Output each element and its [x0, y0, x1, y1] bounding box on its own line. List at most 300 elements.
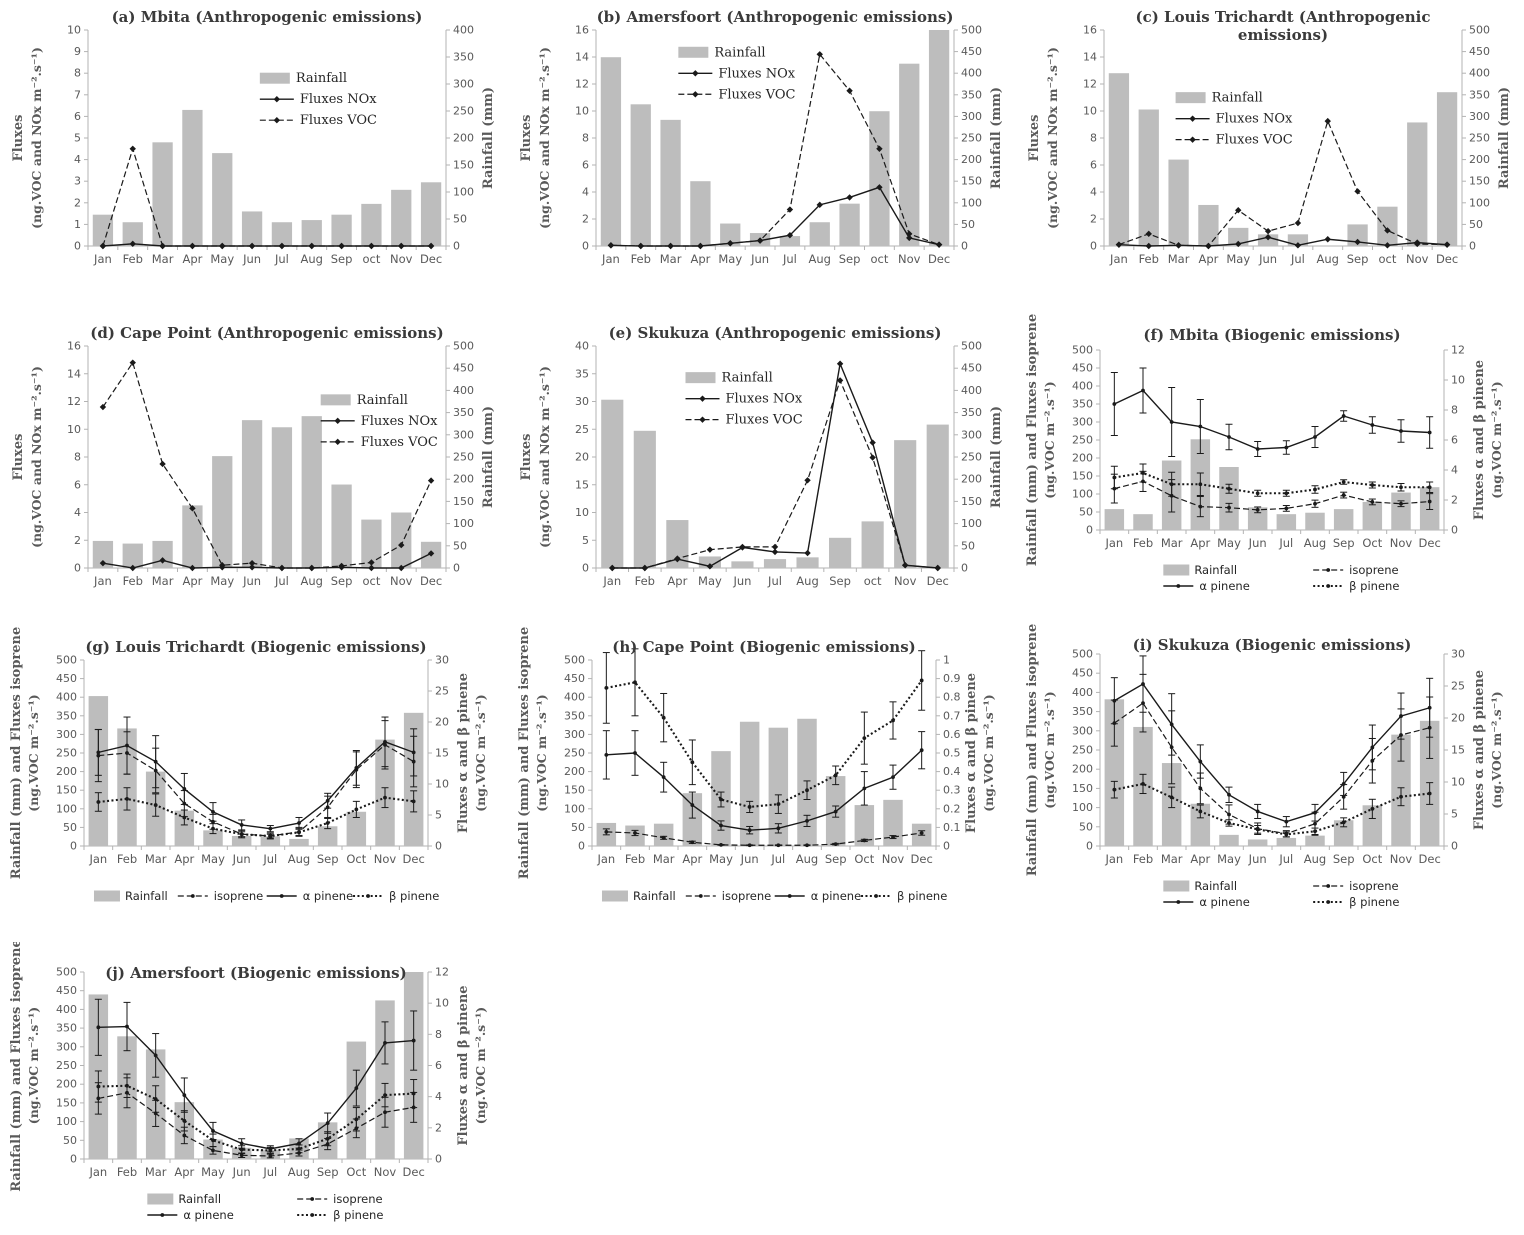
svg-text:2: 2 [1090, 212, 1097, 226]
svg-text:Jan: Jan [94, 574, 112, 588]
svg-text:Fluxes α and β pinene: Fluxes α and β pinene [964, 672, 979, 834]
svg-text:Aug: Aug [1303, 536, 1327, 550]
svg-text:β pinene: β pinene [1349, 579, 1400, 593]
svg-text:Dec: Dec [402, 1165, 425, 1179]
svg-text:Aug: Aug [287, 852, 311, 866]
svg-text:β pinene: β pinene [389, 889, 440, 903]
svg-text:4: 4 [435, 1090, 442, 1104]
svg-text:Rainfall (mm) and Fluxes isopr: Rainfall (mm) and Fluxes isoprene [1025, 623, 1040, 877]
svg-text:α pinene: α pinene [1199, 579, 1250, 593]
chart-svg [0, 942, 508, 1231]
svg-text:Rainfall (mm): Rainfall (mm) [481, 86, 496, 190]
svg-text:Jul: Jul [274, 252, 289, 266]
svg-text:200: 200 [1072, 451, 1093, 465]
svg-text:May: May [698, 574, 722, 588]
chart-title: (i) Skukuza (Biogenic emissions) [1132, 636, 1412, 654]
svg-text:(ng.VOC m⁻².s⁻¹): (ng.VOC m⁻².s⁻¹) [26, 1006, 41, 1125]
svg-text:Jul: Jul [1290, 252, 1305, 266]
svg-text:50: 50 [1079, 505, 1093, 519]
svg-text:400: 400 [961, 383, 982, 397]
svg-text:Fluxes α and β pinene: Fluxes α and β pinene [1472, 669, 1487, 831]
svg-text:8: 8 [1451, 403, 1458, 417]
svg-text:Jun: Jun [733, 574, 752, 588]
svg-text:Aug: Aug [796, 574, 819, 588]
svg-text:Sep: Sep [330, 574, 353, 588]
svg-text:Aug: Aug [1316, 252, 1339, 266]
svg-text:10: 10 [1083, 104, 1097, 118]
svg-text:Fluxes α and β pinene: Fluxes α and β pinene [456, 672, 471, 834]
svg-text:8: 8 [1090, 131, 1097, 145]
svg-text:Jul: Jul [771, 852, 786, 866]
svg-text:0: 0 [961, 239, 968, 253]
svg-text:Oct: Oct [1362, 852, 1383, 866]
svg-text:Sep: Sep [330, 252, 353, 266]
svg-text:Jun: Jun [1248, 536, 1267, 550]
svg-text:300: 300 [1072, 415, 1093, 429]
svg-text:Feb: Feb [1132, 536, 1154, 550]
svg-text:Rainfall (mm) and Fluxes isopr: Rainfall (mm) and Fluxes isoprene [9, 942, 24, 1192]
svg-text:Fluxes VOC: Fluxes VOC [725, 412, 803, 428]
svg-text:10: 10 [67, 422, 81, 436]
svg-text:5: 5 [1451, 807, 1458, 821]
svg-text:300: 300 [453, 77, 474, 91]
svg-text:50: 50 [453, 212, 467, 226]
svg-text:20: 20 [575, 450, 589, 464]
chart-title: (h) Cape Point (Biogenic emissions) [612, 638, 916, 656]
chart-title: (g) Louis Trichardt (Biogenic emissions) [85, 638, 427, 656]
chart-svg [508, 620, 1016, 942]
svg-text:Fluxes: Fluxes [11, 433, 26, 481]
chart-canvas [0, 620, 508, 942]
svg-text:100: 100 [564, 802, 585, 816]
svg-text:Rainfall: Rainfall [178, 1192, 222, 1206]
svg-text:500: 500 [961, 23, 982, 37]
svg-text:6: 6 [1451, 433, 1458, 447]
svg-text:oct: oct [362, 574, 381, 588]
svg-text:Nov: Nov [1406, 252, 1429, 266]
svg-text:8: 8 [582, 131, 589, 145]
svg-text:200: 200 [56, 765, 77, 779]
svg-text:50: 50 [63, 1133, 77, 1147]
svg-text:0.6: 0.6 [943, 727, 961, 741]
svg-text:May: May [709, 852, 733, 866]
svg-text:Apr: Apr [1198, 252, 1219, 266]
svg-text:Mar: Mar [144, 1165, 167, 1179]
svg-text:Jan: Jan [1105, 536, 1124, 550]
svg-text:0.7: 0.7 [943, 709, 961, 723]
svg-text:May: May [201, 852, 225, 866]
svg-text:Sep: Sep [316, 852, 339, 866]
svg-text:250: 250 [961, 131, 982, 145]
svg-text:Feb: Feb [1132, 852, 1154, 866]
svg-text:Dec: Dec [910, 852, 933, 866]
svg-text:0: 0 [453, 239, 460, 253]
svg-text:Fluxes α and β pinene: Fluxes α and β pinene [1472, 359, 1487, 521]
svg-text:2: 2 [435, 1121, 442, 1135]
svg-text:250: 250 [1072, 743, 1093, 757]
svg-text:350: 350 [453, 406, 474, 420]
svg-text:Rainfall: Rainfall [721, 370, 773, 386]
svg-text:Fluxes α and β pinene: Fluxes α and β pinene [456, 985, 471, 1146]
svg-text:16: 16 [67, 339, 81, 353]
svg-text:isoprene: isoprene [213, 889, 264, 903]
svg-text:Dec: Dec [1418, 852, 1441, 866]
svg-text:0: 0 [435, 1152, 442, 1166]
svg-text:200: 200 [453, 131, 474, 145]
svg-text:100: 100 [56, 1115, 77, 1129]
chart-canvas [0, 942, 508, 1231]
svg-text:200: 200 [56, 1077, 77, 1091]
svg-text:0: 0 [1451, 523, 1458, 537]
svg-text:Jan: Jan [94, 252, 112, 266]
svg-text:8: 8 [74, 66, 81, 80]
svg-text:Dec: Dec [402, 852, 425, 866]
svg-text:16: 16 [1083, 23, 1097, 37]
svg-text:2: 2 [1451, 493, 1458, 507]
svg-text:Fluxes VOC: Fluxes VOC [1215, 132, 1293, 148]
svg-text:Jan: Jan [89, 852, 108, 866]
svg-text:May: May [210, 574, 235, 588]
svg-text:50: 50 [1079, 820, 1093, 834]
chart-canvas [0, 300, 508, 620]
svg-text:100: 100 [1072, 487, 1093, 501]
svg-text:Apr: Apr [667, 574, 688, 588]
svg-text:10: 10 [1451, 775, 1465, 789]
svg-text:350: 350 [56, 709, 77, 723]
svg-text:Apr: Apr [690, 252, 711, 266]
svg-text:(ng.VOC m⁻².s⁻¹): (ng.VOC m⁻².s⁻¹) [981, 694, 996, 812]
svg-text:oct: oct [870, 252, 889, 266]
svg-text:10: 10 [575, 104, 589, 118]
svg-text:(ng.VOC m⁻².s⁻¹): (ng.VOC m⁻².s⁻¹) [1042, 691, 1057, 809]
svg-text:350: 350 [961, 88, 982, 102]
svg-text:100: 100 [961, 196, 982, 210]
svg-text:250: 250 [1072, 433, 1093, 447]
chart-title: (a) Mbita (Anthropogenic emissions) [111, 8, 423, 26]
svg-text:Jun: Jun [243, 252, 262, 266]
svg-text:0.5: 0.5 [943, 746, 961, 760]
svg-text:Jan: Jan [1110, 252, 1128, 266]
svg-text:450: 450 [56, 984, 77, 998]
svg-text:Nov: Nov [390, 252, 413, 266]
svg-text:500: 500 [564, 653, 585, 667]
svg-text:Jun: Jun [1248, 852, 1267, 866]
svg-text:2: 2 [74, 196, 81, 210]
svg-text:150: 150 [1469, 174, 1490, 188]
svg-text:450: 450 [1072, 666, 1093, 680]
svg-text:Oct: Oct [1362, 536, 1383, 550]
svg-text:450: 450 [564, 672, 585, 686]
svg-text:Mar: Mar [659, 252, 682, 266]
svg-text:40: 40 [575, 339, 589, 353]
svg-text:14: 14 [67, 367, 81, 381]
svg-text:Dec: Dec [419, 574, 443, 588]
svg-text:4: 4 [582, 185, 589, 199]
panel-f-mbita-biogenic [1016, 300, 1524, 620]
svg-text:350: 350 [1469, 88, 1490, 102]
svg-text:Fluxes: Fluxes [519, 114, 534, 162]
svg-text:25: 25 [1451, 679, 1465, 693]
svg-text:10: 10 [435, 996, 449, 1010]
svg-text:Nov: Nov [893, 574, 917, 588]
svg-text:450: 450 [56, 672, 77, 686]
svg-text:100: 100 [56, 802, 77, 816]
chart-svg [1016, 300, 1524, 620]
svg-text:α pinene: α pinene [1199, 895, 1250, 909]
svg-text:7: 7 [74, 88, 81, 102]
svg-text:300: 300 [961, 109, 982, 123]
svg-text:Nov: Nov [898, 252, 921, 266]
svg-text:150: 150 [564, 783, 585, 797]
svg-text:(ng.VOC m⁻².s⁻¹): (ng.VOC m⁻².s⁻¹) [1489, 691, 1504, 809]
svg-text:Jun: Jun [751, 252, 770, 266]
svg-text:350: 350 [961, 406, 982, 420]
svg-text:1: 1 [943, 653, 950, 667]
svg-text:0: 0 [435, 839, 442, 853]
svg-text:0.2: 0.2 [943, 802, 961, 816]
chart-svg [0, 300, 508, 620]
svg-text:Fluxes NOx: Fluxes NOx [299, 92, 377, 108]
svg-text:Mar: Mar [1167, 252, 1190, 266]
svg-text:Feb: Feb [116, 852, 138, 866]
svg-text:Rainfall: Rainfall [356, 392, 408, 408]
chart-title: (d) Cape Point (Anthropogenic emissions) [90, 324, 444, 342]
svg-text:150: 150 [453, 158, 474, 172]
svg-text:0: 0 [1086, 839, 1093, 853]
svg-text:Fluxes VOC: Fluxes VOC [360, 434, 438, 450]
svg-text:12: 12 [1451, 343, 1465, 357]
panel-h-cape-point-biogenic [508, 620, 1016, 942]
svg-text:isoprene: isoprene [1349, 563, 1399, 577]
chart-title: (c) Louis Trichardt (Anthropogenic emissions) [1135, 8, 1431, 44]
svg-text:Apr: Apr [1190, 852, 1211, 866]
svg-text:oct: oct [1378, 252, 1397, 266]
svg-text:100: 100 [453, 517, 474, 531]
svg-text:6: 6 [582, 158, 589, 172]
svg-text:Nov: Nov [1389, 536, 1413, 550]
svg-text:Aug: Aug [300, 574, 323, 588]
svg-text:Sep: Sep [838, 252, 861, 266]
svg-text:Jan: Jan [603, 574, 622, 588]
svg-text:450: 450 [961, 45, 982, 59]
svg-text:isoprene: isoprene [721, 889, 772, 903]
svg-text:15: 15 [575, 478, 589, 492]
svg-text:200: 200 [1072, 762, 1093, 776]
svg-text:250: 250 [1469, 131, 1490, 145]
chart-canvas [508, 0, 1016, 300]
svg-text:5: 5 [74, 131, 81, 145]
svg-text:0: 0 [74, 561, 81, 575]
svg-text:30: 30 [1451, 647, 1465, 661]
svg-text:50: 50 [961, 217, 975, 231]
svg-text:400: 400 [453, 383, 474, 397]
svg-text:Jul: Jul [782, 252, 797, 266]
chart-title: (j) Amersfoort (Biogenic emissions) [105, 964, 407, 982]
svg-text:500: 500 [1072, 343, 1093, 357]
chart-canvas [1016, 620, 1524, 942]
svg-text:0.9: 0.9 [943, 672, 961, 686]
svg-text:500: 500 [56, 653, 77, 667]
svg-text:450: 450 [961, 361, 982, 375]
svg-text:Apr: Apr [174, 852, 195, 866]
svg-text:50: 50 [961, 539, 975, 553]
svg-text:(ng.VOC m⁻².s⁻¹): (ng.VOC m⁻².s⁻¹) [473, 1006, 488, 1125]
svg-text:250: 250 [961, 450, 982, 464]
svg-text:Jul: Jul [1279, 852, 1294, 866]
chart-svg [508, 300, 1016, 620]
svg-text:Rainfall: Rainfall [1211, 90, 1263, 106]
panel-d-cape-point-anthropogenic [0, 300, 508, 620]
panel-i-skukuza-biogenic [1016, 620, 1524, 942]
svg-text:Jun: Jun [232, 852, 251, 866]
svg-text:Jun: Jun [1259, 252, 1278, 266]
svg-text:(ng.VOC m⁻².s⁻¹): (ng.VOC m⁻².s⁻¹) [534, 694, 549, 812]
svg-text:300: 300 [961, 428, 982, 442]
svg-text:250: 250 [56, 1059, 77, 1072]
chart-svg [508, 0, 1016, 300]
svg-text:400: 400 [56, 1002, 77, 1016]
svg-text:Mar: Mar [652, 852, 675, 866]
svg-text:Rainfall (mm): Rainfall (mm) [989, 405, 1004, 509]
svg-text:1: 1 [74, 217, 81, 231]
svg-text:150: 150 [453, 494, 474, 508]
svg-text:0: 0 [1469, 239, 1476, 253]
svg-text:Rainfall: Rainfall [714, 45, 766, 61]
svg-text:Fluxes: Fluxes [519, 433, 534, 481]
svg-text:Rainfall: Rainfall [124, 889, 168, 903]
svg-text:Dec: Dec [1435, 252, 1459, 266]
svg-text:300: 300 [56, 727, 77, 741]
svg-text:0: 0 [943, 839, 950, 853]
panel-e-skukuza-anthropogenic [508, 300, 1016, 620]
svg-text:500: 500 [453, 339, 474, 353]
svg-text:Feb: Feb [634, 574, 656, 588]
svg-text:May: May [1226, 252, 1251, 266]
svg-text:0: 0 [453, 561, 460, 575]
svg-text:Fluxes NOx: Fluxes NOx [725, 391, 803, 407]
svg-text:Apr: Apr [174, 1165, 195, 1179]
svg-text:(ng.VOC m⁻².s⁻¹): (ng.VOC m⁻².s⁻¹) [1042, 381, 1057, 499]
svg-text:oct: oct [863, 574, 882, 588]
svg-text:10: 10 [575, 506, 589, 519]
svg-text:4: 4 [74, 506, 81, 519]
svg-text:250: 250 [453, 104, 474, 118]
svg-text:3: 3 [74, 174, 81, 188]
svg-text:6: 6 [435, 1059, 442, 1072]
svg-text:0: 0 [70, 839, 77, 853]
svg-text:4: 4 [1451, 463, 1458, 477]
svg-text:Oct: Oct [346, 852, 367, 866]
svg-text:Aug: Aug [795, 852, 819, 866]
svg-text:500: 500 [1469, 23, 1490, 37]
svg-text:Sep: Sep [1332, 852, 1355, 866]
svg-text:14: 14 [575, 50, 589, 64]
svg-text:450: 450 [1469, 45, 1490, 59]
svg-text:200: 200 [453, 472, 474, 486]
svg-text:250: 250 [564, 746, 585, 760]
panel-b-amersfoort-anthropogenic [508, 0, 1016, 300]
svg-text:0: 0 [1090, 239, 1097, 253]
svg-text:Oct: Oct [854, 852, 875, 866]
svg-text:Fluxes VOC: Fluxes VOC [299, 113, 377, 129]
svg-text:400: 400 [1469, 66, 1490, 80]
svg-text:Jul: Jul [768, 574, 782, 588]
svg-text:30: 30 [435, 653, 449, 667]
svg-text:20: 20 [1451, 711, 1465, 725]
chart-svg [1016, 620, 1524, 942]
svg-text:Fluxes NOx: Fluxes NOx [360, 413, 438, 429]
svg-text:May: May [1217, 852, 1241, 866]
chart-canvas [0, 0, 508, 300]
svg-text:150: 150 [1072, 469, 1093, 483]
svg-text:6: 6 [74, 109, 81, 123]
svg-text:0: 0 [70, 1152, 77, 1166]
svg-text:Rainfall (mm): Rainfall (mm) [989, 86, 1004, 190]
svg-text:Apr: Apr [182, 574, 203, 588]
svg-text:Mar: Mar [151, 574, 174, 588]
svg-text:Feb: Feb [116, 1165, 138, 1179]
svg-text:400: 400 [1072, 379, 1093, 393]
svg-text:Mar: Mar [144, 852, 167, 866]
svg-text:Sep: Sep [1332, 536, 1355, 550]
svg-text:150: 150 [961, 494, 982, 508]
svg-text:isoprene: isoprene [333, 1192, 383, 1206]
svg-text:May: May [1217, 536, 1241, 550]
svg-text:10: 10 [1451, 373, 1465, 387]
svg-text:400: 400 [961, 66, 982, 80]
svg-text:2: 2 [582, 212, 589, 226]
svg-text:0: 0 [1086, 523, 1093, 537]
svg-text:Apr: Apr [1190, 536, 1211, 550]
svg-text:Nov: Nov [373, 852, 397, 866]
svg-text:500: 500 [1072, 647, 1093, 661]
svg-text:Rainfall: Rainfall [295, 71, 348, 87]
svg-text:Mar: Mar [151, 252, 174, 266]
svg-text:20: 20 [435, 715, 449, 729]
svg-text:12: 12 [67, 395, 81, 408]
svg-text:Dec: Dec [927, 252, 951, 266]
svg-text:Nov: Nov [390, 574, 413, 588]
svg-text:200: 200 [564, 765, 585, 779]
svg-text:Dec: Dec [926, 574, 949, 588]
svg-text:(ng.VOC and NOx m⁻².s⁻¹): (ng.VOC and NOx m⁻².s⁻¹) [1045, 47, 1060, 229]
svg-text:16: 16 [575, 23, 589, 37]
svg-text:Rainfall: Rainfall [632, 889, 676, 903]
svg-text:350: 350 [56, 1021, 77, 1035]
svg-text:30: 30 [575, 395, 589, 408]
svg-text:500: 500 [56, 965, 77, 979]
chart-canvas [1016, 300, 1524, 620]
svg-text:β pinene: β pinene [333, 1208, 384, 1222]
svg-text:Fluxes NOx: Fluxes NOx [718, 66, 796, 82]
svg-text:350: 350 [453, 50, 474, 64]
svg-text:350: 350 [564, 709, 585, 723]
svg-text:Dec: Dec [419, 252, 443, 266]
svg-text:Rainfall (mm): Rainfall (mm) [481, 405, 496, 509]
svg-text:Rainfall (mm): Rainfall (mm) [1497, 86, 1512, 190]
svg-text:150: 150 [961, 174, 982, 188]
svg-text:5: 5 [435, 808, 442, 822]
svg-text:Nov: Nov [373, 1165, 397, 1179]
chart-svg [0, 0, 508, 300]
svg-text:200: 200 [1469, 153, 1490, 167]
svg-text:50: 50 [453, 539, 467, 553]
svg-text:Jan: Jan [1105, 852, 1124, 866]
panel-a-mbita-anthropogenic [0, 0, 508, 300]
svg-text:(ng.VOC and NOx m⁻².s⁻¹): (ng.VOC and NOx m⁻².s⁻¹) [29, 366, 44, 548]
svg-text:25: 25 [575, 422, 589, 436]
svg-text:Sep: Sep [316, 1165, 339, 1179]
